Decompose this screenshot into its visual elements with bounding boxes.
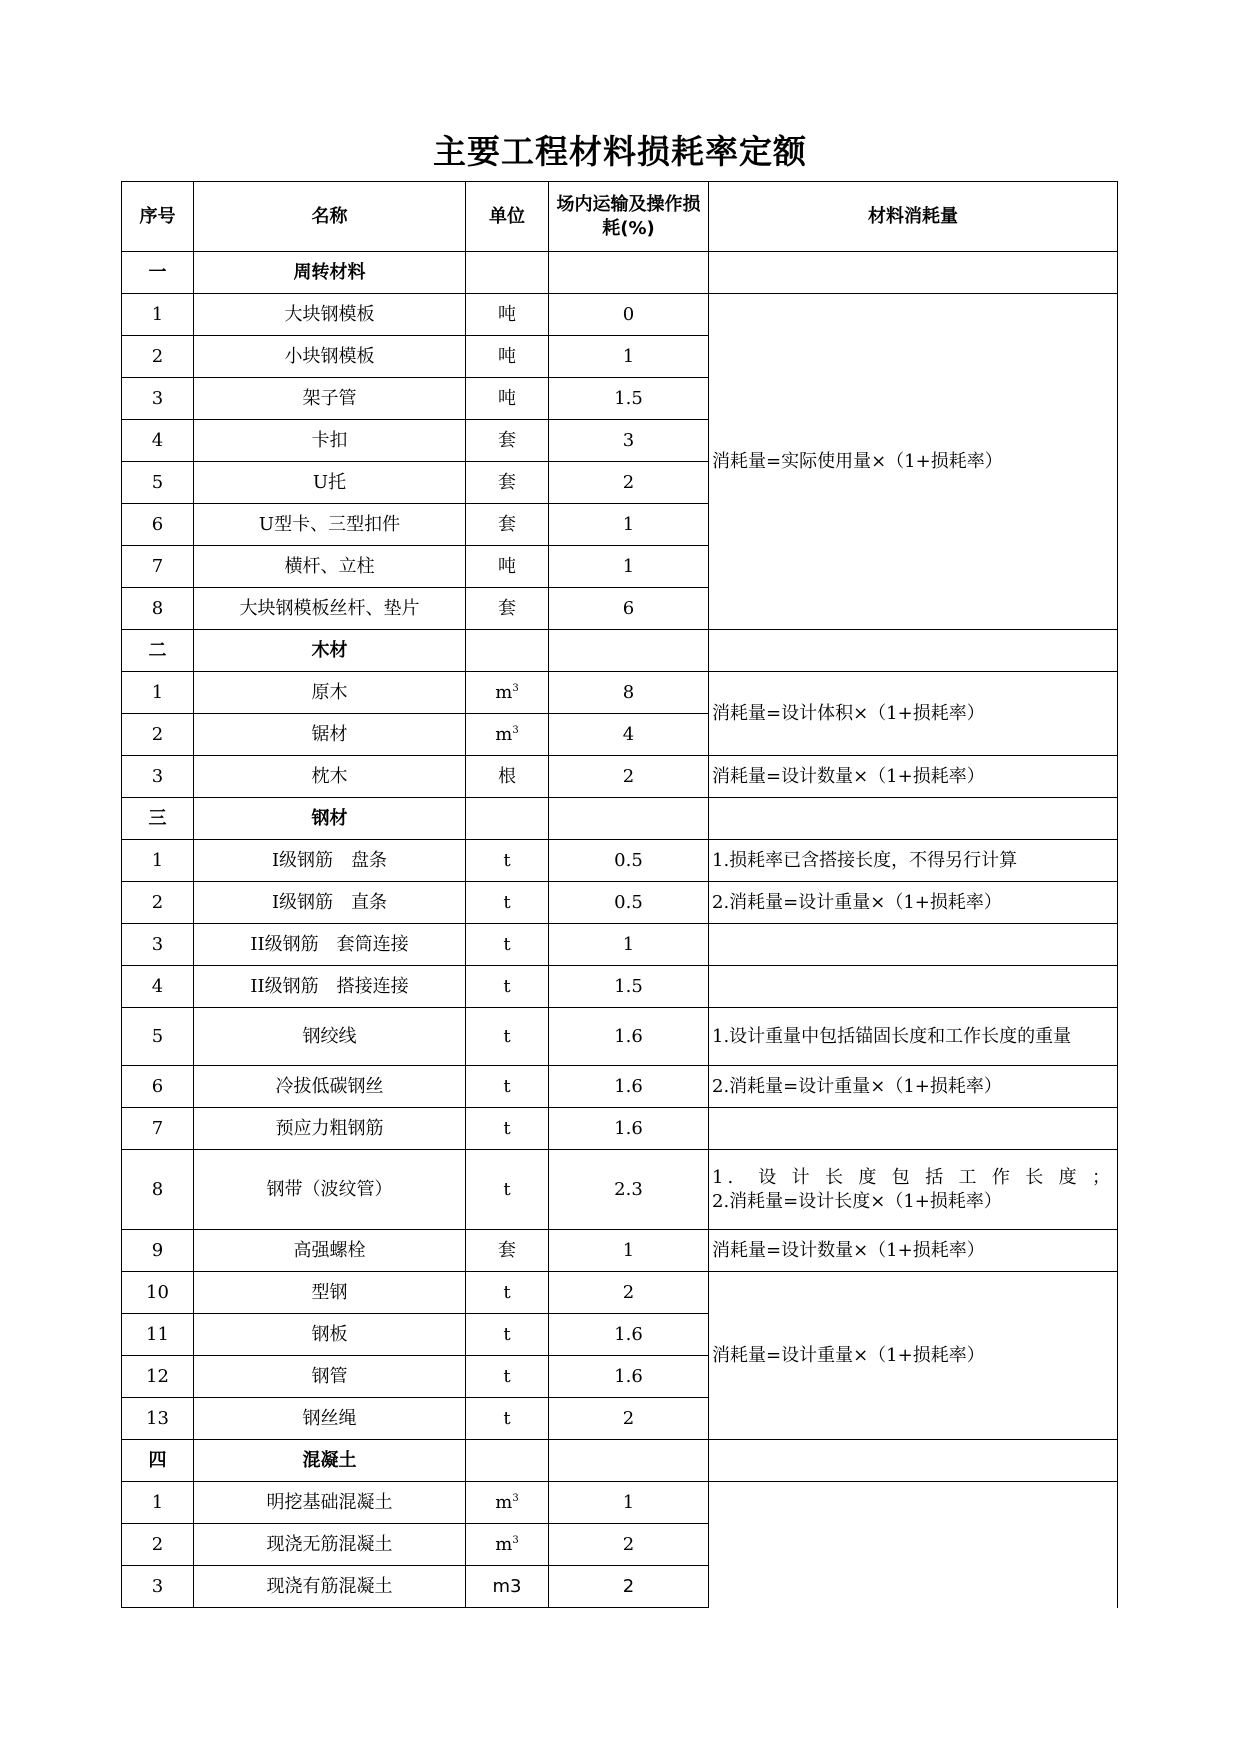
row-name: II级钢筋 套筒连接	[194, 924, 466, 966]
row-unit: 吨	[466, 546, 549, 588]
row-loss: 1.6	[549, 1008, 709, 1066]
row-loss: 1	[549, 336, 709, 378]
table-row	[122, 672, 1118, 714]
row-unit: 吨	[466, 294, 549, 336]
row-unit: t	[466, 924, 549, 966]
row-unit: t	[466, 1008, 549, 1066]
unit-superscript: 3	[512, 1534, 519, 1546]
row-unit: 套	[466, 420, 549, 462]
header-consumption: 材料消耗量	[709, 182, 1118, 252]
consumption-note: 2.消耗量=设计重量×（1+损耗率）	[709, 1066, 1118, 1108]
table-row	[122, 1008, 1118, 1066]
table-row	[122, 1150, 1118, 1230]
row-loss: 1.6	[549, 1066, 709, 1108]
row-name: 架子管	[194, 378, 466, 420]
row-name: 钢绞线	[194, 1008, 466, 1066]
row-name: 预应力粗钢筋	[194, 1108, 466, 1150]
row-loss: 6	[549, 588, 709, 630]
row-no: 1	[122, 1482, 194, 1524]
row-name: 钢丝绳	[194, 1398, 466, 1440]
row-unit: t	[466, 966, 549, 1008]
table-row	[122, 1482, 1118, 1524]
row-name: 明挖基础混凝土	[194, 1482, 466, 1524]
row-no: 8	[122, 588, 194, 630]
section-name: 钢材	[194, 798, 466, 840]
row-loss: 3	[549, 420, 709, 462]
row-loss: 0.5	[549, 840, 709, 882]
row-unit: 套	[466, 1230, 549, 1272]
row-name: 原木	[194, 672, 466, 714]
row-unit: t	[466, 1272, 549, 1314]
section-name: 混凝土	[194, 1440, 466, 1482]
table-row	[122, 924, 1118, 966]
row-unit: $m^3$	[466, 1524, 549, 1566]
row-loss: 1	[549, 1230, 709, 1272]
row-loss: 1.5	[549, 378, 709, 420]
row-name: 冷拔低碳钢丝	[194, 1066, 466, 1108]
row-no: 10	[122, 1272, 194, 1314]
row-loss: 1.6	[549, 1356, 709, 1398]
row-unit: t	[466, 882, 549, 924]
table-row	[122, 1230, 1118, 1272]
row-no: 1	[122, 840, 194, 882]
row-name: 锯材	[194, 714, 466, 756]
section-row	[122, 1440, 1118, 1482]
row-name: 大块钢模板丝杆、垫片	[194, 588, 466, 630]
row-no: 1	[122, 294, 194, 336]
header-row	[122, 182, 1118, 252]
unit-superscript: 3	[512, 682, 519, 694]
row-unit: 套	[466, 588, 549, 630]
row-loss: 8	[549, 672, 709, 714]
row-loss: 1.6	[549, 1108, 709, 1150]
row-no: 11	[122, 1314, 194, 1356]
row-no: 4	[122, 966, 194, 1008]
section-row	[122, 798, 1118, 840]
row-no: 6	[122, 1066, 194, 1108]
row-no: 2	[122, 336, 194, 378]
header-unit: 单位	[466, 182, 549, 252]
row-name: I级钢筋 直条	[194, 882, 466, 924]
section-row	[122, 630, 1118, 672]
loss-rate-table	[121, 181, 1118, 1608]
consumption-note: 消耗量=设计体积×（1+损耗率）	[709, 672, 1118, 756]
note-line: 1. 设计长度包括工作长度；	[712, 1166, 1114, 1188]
row-unit: 吨	[466, 378, 549, 420]
consumption-note-multi	[709, 1150, 1118, 1230]
row-no: 13	[122, 1398, 194, 1440]
table-row	[122, 966, 1118, 1008]
row-loss: 1	[549, 924, 709, 966]
row-no: 2	[122, 882, 194, 924]
row-unit: t	[466, 1108, 549, 1150]
row-no: 8	[122, 1150, 194, 1230]
row-no: 4	[122, 420, 194, 462]
consumption-note: 消耗量=设计重量×（1+损耗率）	[709, 1272, 1118, 1440]
row-name: 枕木	[194, 756, 466, 798]
row-loss: 1	[549, 1482, 709, 1524]
row-loss: 1	[549, 504, 709, 546]
row-name: U托	[194, 462, 466, 504]
table-row	[122, 1066, 1118, 1108]
consumption-note: 消耗量=设计数量×（1+损耗率）	[709, 1230, 1118, 1272]
row-no: 12	[122, 1356, 194, 1398]
row-name: 横杆、立柱	[194, 546, 466, 588]
section-name: 木材	[194, 630, 466, 672]
row-no: 9	[122, 1230, 194, 1272]
row-unit: t	[466, 1066, 549, 1108]
row-loss: 2.3	[549, 1150, 709, 1230]
consumption-note: 1.损耗率已含搭接长度，不得另行计算	[709, 840, 1118, 882]
row-no: 2	[122, 1524, 194, 1566]
page-title: 主要工程材料损耗率定额	[433, 132, 807, 171]
table-row	[122, 756, 1118, 798]
row-loss: 2	[549, 1398, 709, 1440]
section-index: 四	[122, 1440, 194, 1482]
row-unit: 套	[466, 504, 549, 546]
row-no: 5	[122, 1008, 194, 1066]
section-name: 周转材料	[194, 252, 466, 294]
note-line: 2.消耗量=设计长度×（1+损耗率）	[712, 1190, 1002, 1212]
table-row	[122, 1272, 1118, 1314]
row-name: 小块钢模板	[194, 336, 466, 378]
row-loss: 0	[549, 294, 709, 336]
row-name: 型钢	[194, 1272, 466, 1314]
row-name: I级钢筋 盘条	[194, 840, 466, 882]
row-no: 7	[122, 546, 194, 588]
unit-superscript: 3	[512, 1492, 519, 1504]
row-name: 大块钢模板	[194, 294, 466, 336]
row-name: II级钢筋 搭接连接	[194, 966, 466, 1008]
row-no: 2	[122, 714, 194, 756]
row-unit: t	[466, 1398, 549, 1440]
row-loss: 2	[549, 462, 709, 504]
row-unit: t	[466, 1314, 549, 1356]
row-name: 卡扣	[194, 420, 466, 462]
row-unit: $m^3$	[466, 714, 549, 756]
table-row	[122, 1108, 1118, 1150]
row-no: 5	[122, 462, 194, 504]
header-name: 名称	[194, 182, 466, 252]
section-index: 一	[122, 252, 194, 294]
row-unit: t	[466, 840, 549, 882]
row-unit: $m^3$	[466, 672, 549, 714]
row-name: 钢管	[194, 1356, 466, 1398]
row-unit: t	[466, 1356, 549, 1398]
row-loss: 2	[549, 1566, 709, 1608]
row-loss: 0.5	[549, 882, 709, 924]
header-no: 序号	[122, 182, 194, 252]
table-row	[122, 882, 1118, 924]
section-index: 二	[122, 630, 194, 672]
header-loss-rate: 场内运输及操作损耗(%)	[549, 182, 709, 252]
row-unit: t	[466, 1150, 549, 1230]
row-name: 钢带（波纹管）	[194, 1150, 466, 1230]
consumption-note: 1.设计重量中包括锚固长度和工作长度的重量	[709, 1008, 1118, 1066]
row-unit: $m^3$	[466, 1482, 549, 1524]
row-name: 高强螺栓	[194, 1230, 466, 1272]
row-loss: 2	[549, 1524, 709, 1566]
row-loss: 4	[549, 714, 709, 756]
consumption-note: 消耗量=设计数量×（1+损耗率）	[709, 756, 1118, 798]
row-loss: 2	[549, 756, 709, 798]
row-unit: 套	[466, 462, 549, 504]
row-no: 3	[122, 1566, 194, 1608]
row-no: 3	[122, 378, 194, 420]
unit-superscript: 3	[512, 724, 519, 736]
section-row	[122, 252, 1118, 294]
row-name: 现浇有筋混凝土	[194, 1566, 466, 1608]
consumption-note: 消耗量=实际使用量×（1+损耗率）	[709, 294, 1118, 630]
table-row	[122, 294, 1118, 336]
row-loss: 1	[549, 546, 709, 588]
row-no: 7	[122, 1108, 194, 1150]
section-index: 三	[122, 798, 194, 840]
row-unit: 根	[466, 756, 549, 798]
table-row	[122, 840, 1118, 882]
row-loss: 2	[549, 1272, 709, 1314]
row-loss: 1.5	[549, 966, 709, 1008]
row-unit: 吨	[466, 336, 549, 378]
row-name: U型卡、三型扣件	[194, 504, 466, 546]
row-loss: 1.6	[549, 1314, 709, 1356]
consumption-note: 2.消耗量=设计重量×（1+损耗率）	[709, 882, 1118, 924]
row-name: 钢板	[194, 1314, 466, 1356]
row-name: 现浇无筋混凝土	[194, 1524, 466, 1566]
row-no: 3	[122, 924, 194, 966]
row-unit: m3	[466, 1566, 549, 1608]
row-no: 1	[122, 672, 194, 714]
row-no: 3	[122, 756, 194, 798]
row-no: 6	[122, 504, 194, 546]
